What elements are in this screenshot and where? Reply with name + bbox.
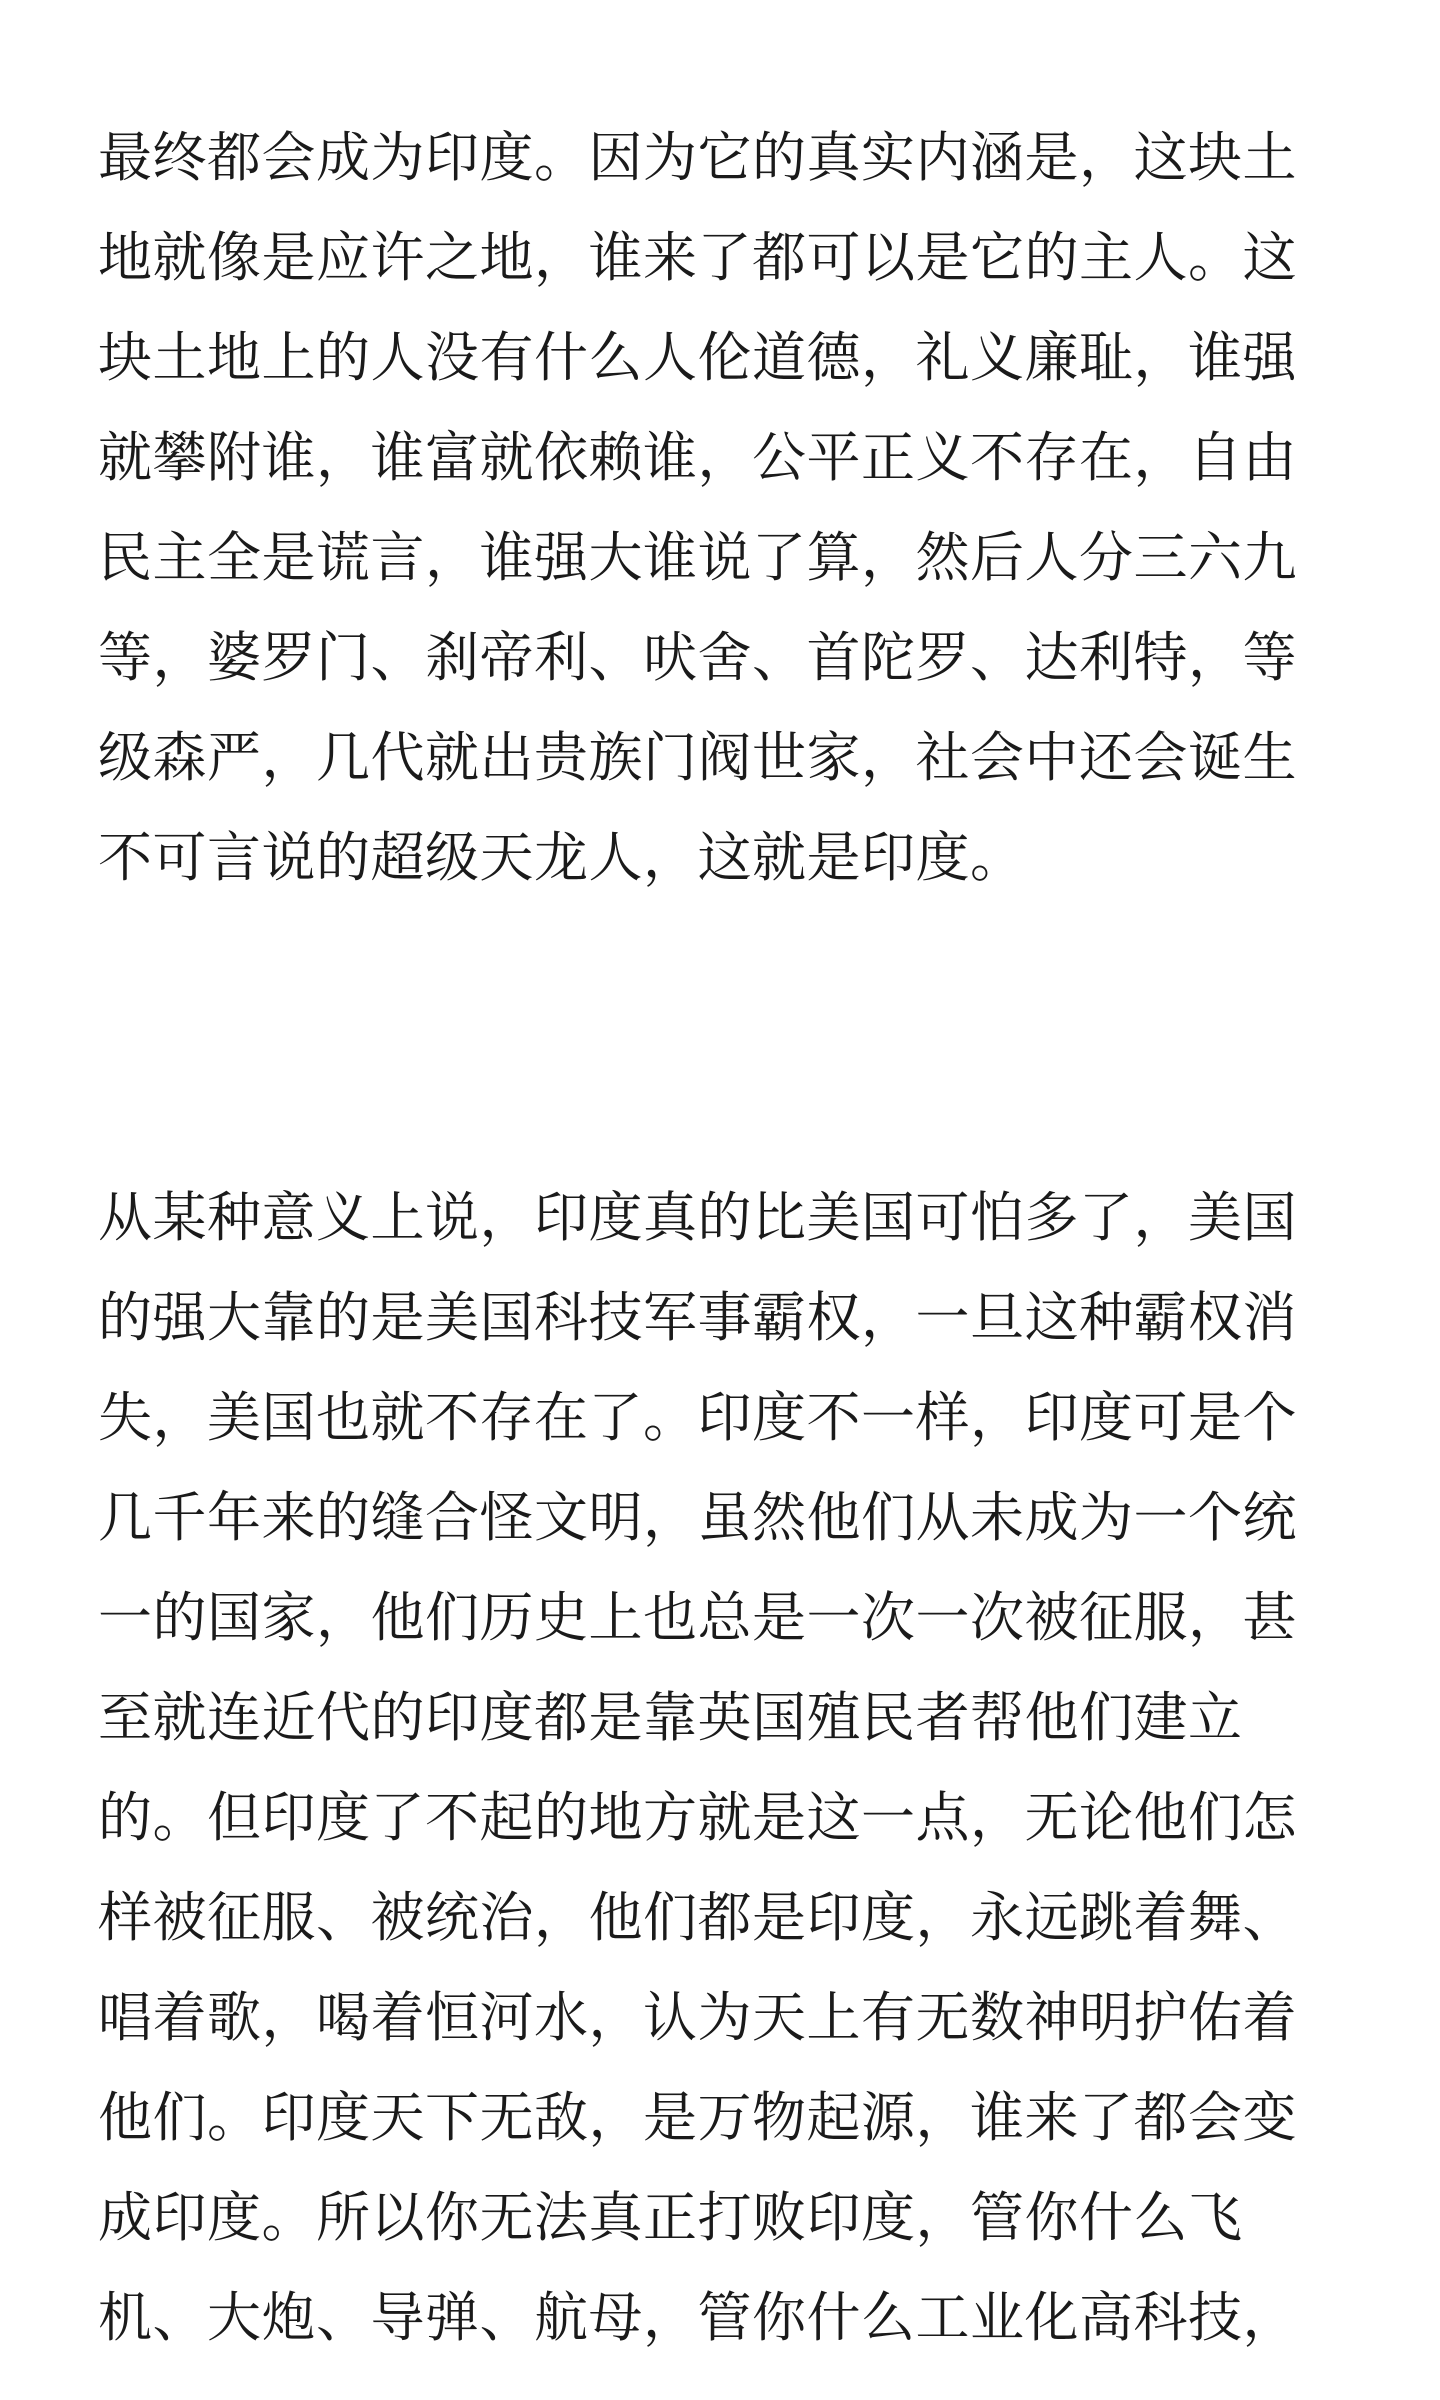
text-line: 样被征服、被统治，他们都是印度，永远跳着舞、: [98, 1886, 1297, 1949]
text-line: 地就像是应许之地，谁来了都可以是它的主人。这: [98, 226, 1297, 289]
text-line: 级森严，几代就出贵族门阀世家，社会中还会诞生: [98, 726, 1297, 789]
text-line: 最终都会成为印度。因为它的真实内涵是，这块土: [98, 126, 1297, 189]
text-line: 块土地上的人没有什么人伦道德，礼义廉耻，谁强: [98, 326, 1297, 389]
article-body: [98, 108, 1348, 2368]
text-line: 不可言说的超级天龙人，这就是印度。: [98, 826, 1025, 889]
text-line: 的强大靠的是美国科技军事霸权，一旦这种霸权消: [98, 1286, 1297, 1349]
text-line: 成印度。所以你无法真正打败印度，管你什么飞: [98, 2186, 1243, 2249]
paragraph-spacer: [98, 908, 1348, 1168]
paragraph-2: [98, 1168, 1348, 2368]
text-line: 就攀附谁，谁富就依赖谁，公平正义不存在，自由: [98, 426, 1297, 489]
text-line: 唱着歌，喝着恒河水，认为天上有无数神明护佑着: [98, 1986, 1297, 2049]
text-line: 机、大炮、导弹、航母，管你什么工业化高科技，: [98, 2286, 1297, 2349]
text-line: 几千年来的缝合怪文明，虽然他们从未成为一个统: [98, 1486, 1297, 1549]
text-line: 等，婆罗门、刹帝利、吠舍、首陀罗、达利特，等: [98, 626, 1297, 689]
text-line: 至就连近代的印度都是靠英国殖民者帮他们建立: [98, 1686, 1243, 1749]
text-line: 一的国家，他们历史上也总是一次一次被征服，甚: [98, 1586, 1297, 1649]
text-line: 民主全是谎言，谁强大谁说了算，然后人分三六九: [98, 526, 1297, 589]
text-line: 失，美国也就不存在了。印度不一样，印度可是个: [98, 1386, 1297, 1449]
text-line: 从某种意义上说，印度真的比美国可怕多了，美国: [98, 1186, 1297, 1249]
text-line: 他们。印度天下无敌，是万物起源，谁来了都会变: [98, 2086, 1297, 2149]
paragraph-1: [98, 108, 1348, 908]
text-line: 的。但印度了不起的地方就是这一点，无论他们怎: [98, 1786, 1297, 1849]
